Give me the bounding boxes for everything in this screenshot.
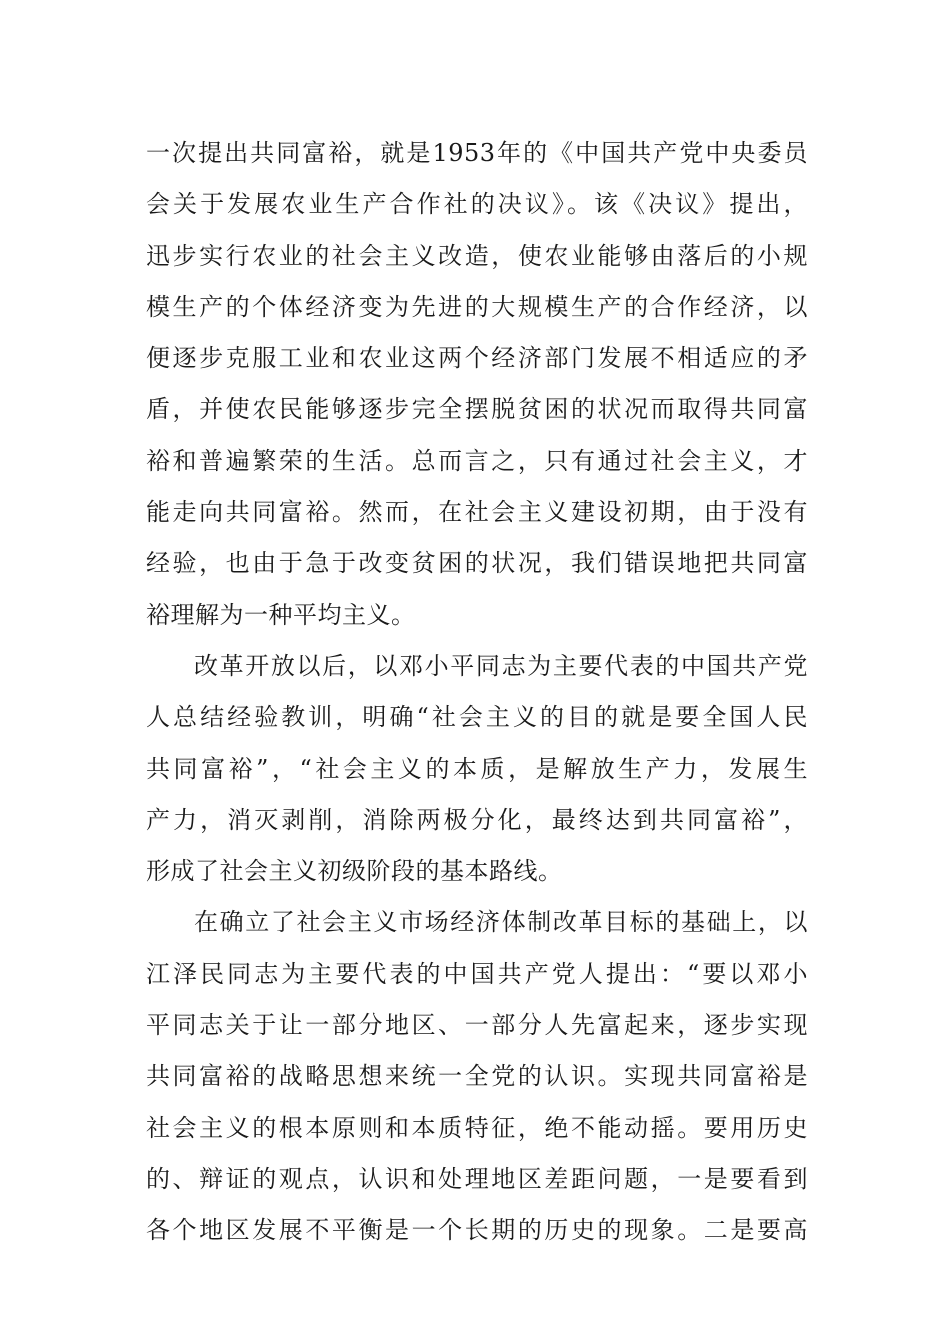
text-line: 产力，消灭剥削，消除两极分化，最终达到共同富裕”， [146,805,808,834]
text-line: 共同富裕的战略思想来统一全党的认识。实现共同富裕是 [146,1062,808,1091]
text-line: 社会主义的根本原则和本质特征，绝不能动摇。要用历史 [146,1113,808,1142]
text-line: 裕和普遍繁荣的生活。总而言之，只有通过社会主义，才 [146,446,808,475]
text-line: 盾，并使农民能够逐步完全摆脱贫困的状况而取得共同富 [146,395,808,424]
paragraph-1 [146,128,808,641]
text-line: 模生产的个体经济变为先进的大规模生产的合作经济，以 [146,292,808,321]
text-line: 会关于发展农业生产合作社的决议》。该《决议》提出， [146,190,808,219]
text-line: 共同富裕”，“社会主义的本质，是解放生产力，发展生 [146,754,808,783]
text-line: 在确立了社会主义市场经济体制改革目标的基础上，以 [194,908,808,937]
text-line: 便逐步克服工业和农业这两个经济部门发展不相适应的矛 [146,344,808,373]
text-line: 裕理解为一种平均主义。 [146,600,416,629]
paragraph-3 [146,897,808,1256]
text-line: 平同志关于让一部分地区、一部分人先富起来，逐步实现 [146,1011,808,1040]
text-line: 能走向共同富裕。然而，在社会主义建设初期，由于没有 [146,498,808,527]
text-line: 的、辩证的观点，认识和处理地区差距问题，一是要看到 [146,1164,808,1193]
document-page [146,128,808,1257]
text-line: 江泽民同志为主要代表的中国共产党人提出：“要以邓小 [146,959,808,988]
text-line: 形成了社会主义初级阶段的基本路线。 [146,857,563,886]
text-line: 改革开放以后，以邓小平同志为主要代表的中国共产党 [194,651,808,680]
paragraph-2 [146,641,808,897]
text-line: 一次提出共同富裕，就是1953年的《中国共产党中央委员 [146,139,808,167]
text-line: 各个地区发展不平衡是一个长期的历史的现象。二是要高 [146,1216,808,1245]
text-line: 人总结经验教训，明确“社会主义的目的就是要全国人民 [146,703,808,732]
text-line: 迅步实行农业的社会主义改造，使农业能够由落后的小规 [146,241,808,270]
text-line: 经验，也由于急于改变贫困的状况，我们错误地把共同富 [146,549,808,578]
